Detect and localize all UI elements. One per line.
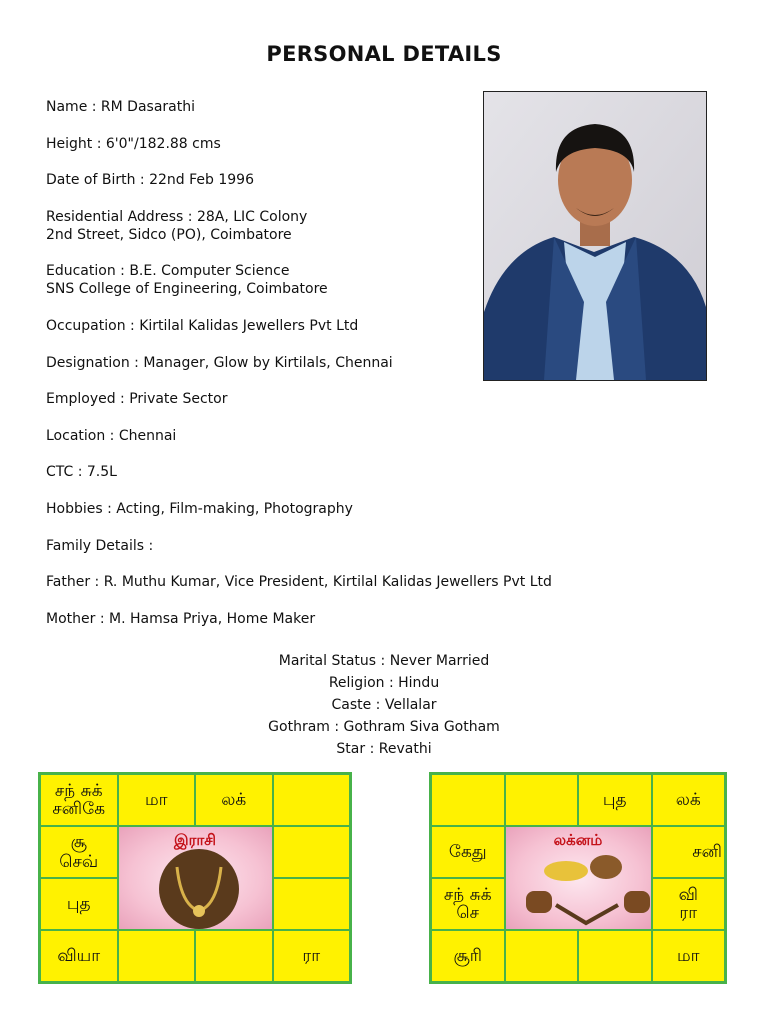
name-row: Name : RM Dasarathi [46, 99, 195, 115]
rasi-title: இராசி [174, 831, 216, 849]
lagnam-chart [429, 772, 727, 984]
rasi-cell [273, 774, 351, 826]
height-row: Height : 6'0"/182.88 cms [46, 135, 221, 152]
lagnam-title: லக்னம் [553, 831, 603, 849]
lagnam-cell: சனி [652, 826, 726, 878]
occupation-row: Occupation : Kirtilal Kalidas Jewellers Pvt Ltd [46, 317, 359, 334]
ctc-row: CTC : 7.5L [46, 464, 117, 481]
community-details [0, 650, 768, 760]
rasi-cell-text: செவ் [59, 852, 99, 872]
rasi-chart [38, 772, 352, 984]
education-line-2: SNS College of Engineering, Coimbatore [46, 281, 328, 298]
rasi-cell [273, 878, 351, 930]
hobbies-row: Hobbies : Acting, Film-making, Photography [46, 500, 353, 517]
lagnam-cell-text: சந் சுக் [443, 885, 492, 905]
lagnam-cell: சூரி [431, 930, 505, 982]
family-details-row: Family Details : [46, 537, 154, 554]
religion: Religion : Hindu [328, 675, 440, 691]
portrait-illustration [484, 92, 706, 380]
rasi-cell [273, 826, 351, 878]
rasi-center-panel [118, 826, 273, 930]
profile-photo [483, 91, 707, 381]
rasi-cell: புத [40, 878, 118, 930]
rasi-cell: மா [118, 774, 196, 826]
rasi-cell-text: சூ [70, 832, 87, 852]
father-row: Father : R. Muthu Kumar, Vice President, Kirtilal Kalidas Jewellers Pvt Ltd [46, 574, 552, 591]
marital-status: Marital Status : Never Married [278, 653, 490, 669]
lagnam-cell [652, 878, 726, 930]
lagnam-cell: மா [652, 930, 726, 982]
designation-row: Designation : Manager, Glow by Kirtilals, Chennai [46, 354, 393, 371]
lagnam-cell [578, 930, 652, 982]
wedding-drum-icon [506, 827, 652, 930]
gothram: Gothram : Gothram Siva Gotham [268, 719, 500, 735]
address-line-1: Residential Address : 28A, LIC Colony [46, 208, 308, 225]
employed-row: Employed : Private Sector [46, 391, 228, 408]
lagnam-cell-text: வி [678, 885, 698, 905]
rasi-cell: ரா [273, 930, 351, 982]
lagnam-cell-text: செ [456, 903, 480, 923]
rasi-cell [118, 930, 196, 982]
lagnam-cell [431, 774, 505, 826]
rasi-cell [195, 930, 273, 982]
location-row: Location : Chennai [46, 427, 177, 444]
lagnam-cell: புத [578, 774, 652, 826]
lagnam-cell-text: ரா [679, 903, 698, 923]
lagnam-cell: லக் [652, 774, 726, 826]
caste: Caste : Vellalar [331, 697, 437, 713]
address-line-2: 2nd Street, Sidco (PO), Coimbatore [46, 226, 292, 243]
rasi-cell: வியா [40, 930, 118, 982]
lagnam-cell [505, 930, 579, 982]
dob-row: Date of Birth : 22nd Feb 1996 [46, 172, 254, 189]
rasi-cell: லக் [195, 774, 273, 826]
rasi-cell [40, 774, 118, 826]
lagnam-cell [505, 774, 579, 826]
page-title: PERSONAL DETAILS [266, 42, 502, 66]
rasi-cell-text: சனிகே [52, 799, 106, 819]
lagnam-cell: கேது [431, 826, 505, 878]
rasi-cell [40, 826, 118, 878]
star: Star : Revathi [336, 741, 432, 757]
lagnam-center-panel [505, 826, 652, 930]
mother-row: Mother : M. Hamsa Priya, Home Maker [46, 610, 316, 627]
rasi-cell-text: சந் சுக் [54, 781, 103, 801]
education-line-1: Education : B.E. Computer Science [46, 263, 290, 280]
necklace-icon [119, 827, 273, 930]
lagnam-cell [431, 878, 505, 930]
